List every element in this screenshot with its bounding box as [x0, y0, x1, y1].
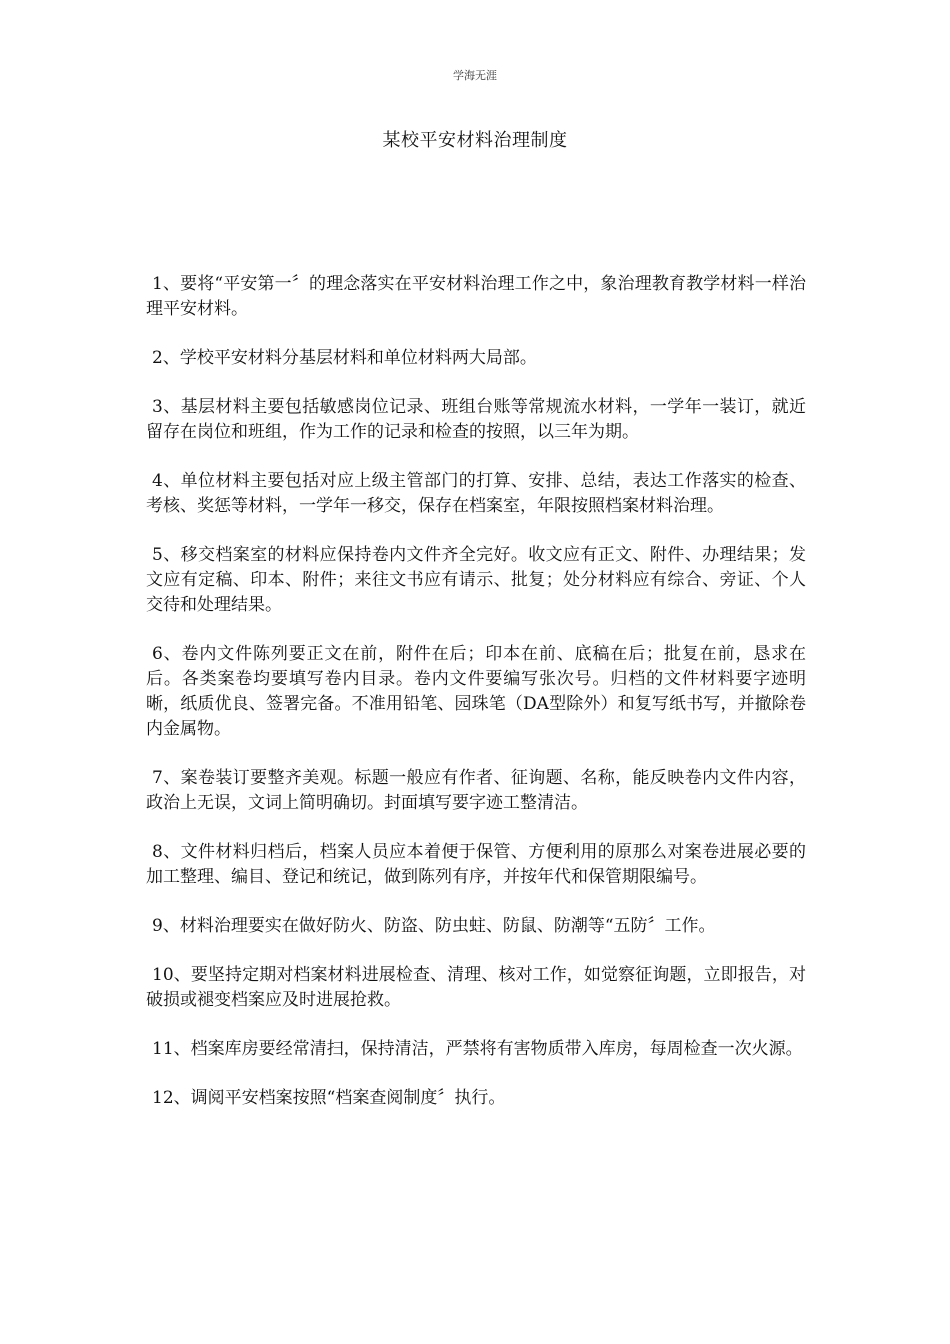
- paragraph-6: 6、卷内文件陈列要正文在前，附件在后；印本在前、底稿在后；批复在前，恳求在后。各类案卷均要填写卷内目录。卷内文件要编写张次号。归档的文件材料要字迹明晰，纸质优良、签署完备。不准用铅笔、园珠笔（DA型除外）和复写纸书写，并撤除卷内金属物。: [146, 644, 806, 739]
- paragraph-11: 11、档案库房要经常清扫，保持清洁，严禁将有害物质带入库房，每周检查一次火源。: [152, 1039, 803, 1059]
- paragraph-5: 5、移交档案室的材料应保持卷内文件齐全完好。收文应有正文、附件、办理结果；发文应有定稿、印本、附件；来往文书应有请示、批复；处分材料应有综合、旁证、个人交待和处理结果。: [146, 545, 806, 615]
- paragraph-10: 10、要坚持定期对档案材料进展检查、清理、核对工作，如觉察征询题，立即报告，对破损或褪变档案应及时进展抢救。: [146, 965, 806, 1010]
- paragraph-7: 7、案卷装订要整齐美观。标题一般应有作者、征询题、名称，能反映卷内文件内容，政治上无误，文词上简明确切。封面填写要字迹工整清洁。: [146, 768, 806, 813]
- paragraph-1: 1、要将“平安第一〞的理念落实在平安材料治理工作之中，象治理教育教学材料一样治理平安材料。: [146, 274, 806, 319]
- paragraph-2: 2、学校平安材料分基层材料和单位材料两大局部。: [152, 348, 537, 368]
- paragraph-4: 4、单位材料主要包括对应上级主管部门的打算、安排、总结，表达工作落实的检查、考核、奖惩等材料，一学年一移交，保存在档案室，年限按照档案材料治理。: [146, 471, 806, 516]
- document-title: 某校平安材料治理制度: [382, 130, 568, 151]
- paragraph-8: 8、文件材料归档后，档案人员应本着便于保管、方便利用的原那么对案卷进展必要的加工整理、编目、登记和统记，做到陈列有序，并按年代和保管期限编号。: [146, 842, 806, 887]
- paragraph-3: 3、基层材料主要包括敏感岗位记录、班组台账等常规流水材料，一学年一装订，就近留存在岗位和班组，作为工作的记录和检查的按照，以三年为期。: [146, 397, 806, 442]
- document-body: [146, 272, 806, 1135]
- page-header: 学海无涯: [453, 69, 497, 82]
- paragraph-9: 9、材料治理要实在做好防火、防盗、防虫蛀、防鼠、防潮等“五防〞工作。: [152, 916, 716, 936]
- paragraph-12: 12、调阅平安档案按照“档案查阅制度〞执行。: [152, 1088, 506, 1108]
